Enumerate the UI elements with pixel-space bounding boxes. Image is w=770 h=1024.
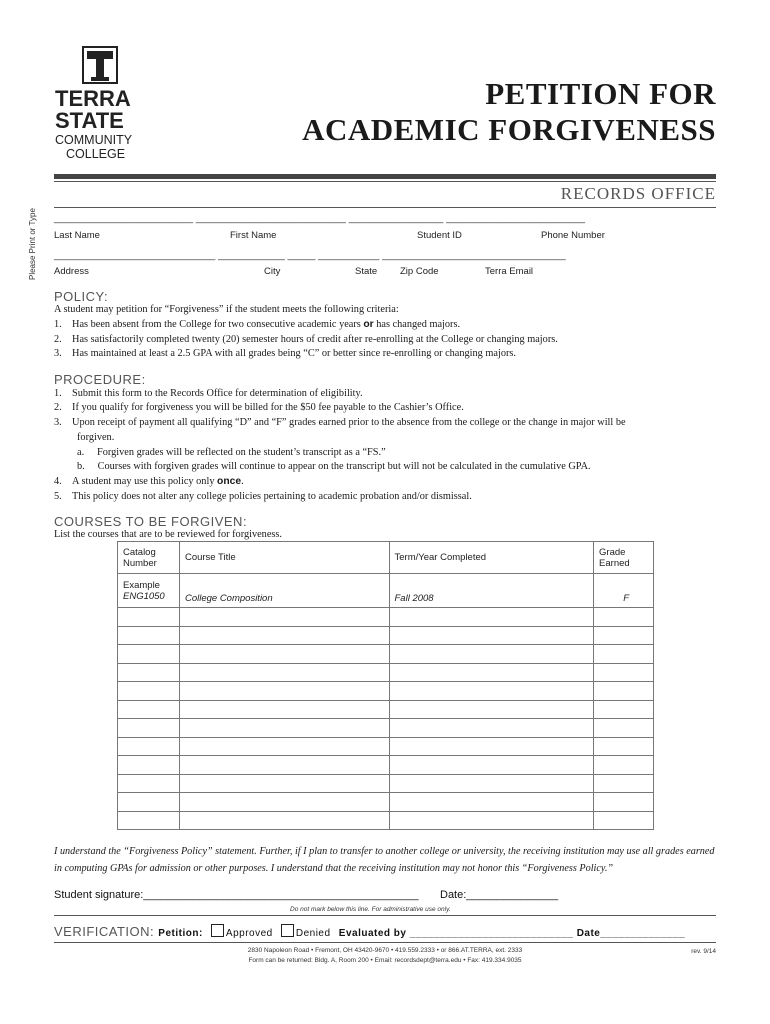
last-name-label: Last Name (54, 230, 100, 241)
logo-t-icon (82, 46, 118, 84)
procedure-item-a: a. Forgiven grades will be reflected on the student’s transcript as a “FS.” (77, 447, 386, 458)
logo-terra: TERRA (55, 86, 131, 111)
footer-address: 2830 Napoleon Road • Fremont, OH 43420-9670 • 419.559.2333 • or 866.AT.TERRA, ext. 2333 (247, 947, 523, 954)
table-row[interactable] (118, 811, 654, 830)
records-rule (54, 207, 716, 208)
policy-item-2: 2. Has satisfactorily completed twenty (20) semester hours of credit after re-enrolling at the College or changing majors. (54, 334, 558, 345)
example-term: Fall 2008 (389, 574, 594, 608)
denied-checkbox[interactable] (281, 924, 294, 937)
admin-rule (54, 915, 716, 916)
example-grade: F (594, 574, 654, 608)
address-label: Address (54, 266, 89, 277)
procedure-item-3-cont: forgiven. (77, 432, 115, 443)
signature-date-field[interactable]: Date:_______________ (440, 889, 559, 901)
courses-heading: COURSES TO BE FORGIVEN: (54, 514, 248, 529)
table-row[interactable] (118, 793, 654, 812)
procedure-item-1: 1. Submit this form to the Records Office for determination of eligibility. (54, 388, 363, 399)
grade-earned-header: Grade Earned (594, 542, 654, 574)
email-label: Terra Email (485, 266, 534, 277)
course-title-header: Course Title (179, 542, 389, 574)
procedure-item-3: 3. Upon receipt of payment all qualifying “D” and “F” grades earned prior to the absence from the college or the change in major will be (54, 417, 626, 428)
revision-label: rev. 9/14 (691, 948, 716, 955)
acknowledgement-statement: I understand the “Forgiveness Policy” statement. Further, if I plan to transfer to another college or university, the receiving institution may use all grades earned in computing GPAs for admission or other purposes. I understand that the receiving institution may not honor this “Forgiveness Policy.” (54, 846, 715, 874)
first-name-label: First Name (230, 230, 277, 241)
records-office-label: RECORDS OFFICE (560, 184, 716, 203)
table-row[interactable] (118, 645, 654, 664)
zip-label: Zip Code (400, 266, 439, 277)
example-catalog: Example ENG1050 (118, 574, 180, 608)
example-row (118, 574, 654, 608)
table-row[interactable] (118, 737, 654, 756)
footer-return: Form can be returned: Bldg. A, Room 200 • Email: recordsdept@terra.edu • Fax: 419.334.9035 (248, 957, 522, 964)
courses-intro: List the courses that are to be reviewed for forgiveness. (54, 529, 282, 540)
header-rule (54, 174, 716, 179)
approved-label: Approved (225, 928, 273, 939)
policy-intro: A student may petition for “Forgiveness” if the student meets the following criteria: (54, 304, 399, 315)
phone-label: Phone Number (541, 230, 605, 241)
footer-rule (54, 942, 716, 943)
row1-lines[interactable]: _________________________ ___________________________ _________________ _________________________ (54, 213, 586, 224)
table-row[interactable] (118, 626, 654, 645)
procedure-item-b: b. Courses with forgiven grades will continue to appear on the transcript but will not be calculated in the cumulative GPA. (77, 461, 591, 472)
term-year-header: Term/Year Completed (389, 542, 594, 574)
petition-label: Petition: (158, 928, 203, 939)
table-row[interactable] (118, 756, 654, 775)
procedure-item-4: 4. A student may use this policy only once. (54, 476, 244, 487)
print-or-type-label: Please Print or Type (28, 208, 37, 280)
state-label: State (355, 266, 378, 277)
procedure-item-5: 5. This policy does not alter any college policies pertaining to academic probation and/or dismissal. (54, 491, 472, 502)
verification-row (54, 924, 685, 939)
catalog-number-header: Catalog Number (118, 542, 180, 574)
policy-heading: POLICY: (54, 289, 109, 304)
student-signature-field[interactable]: Student signature:_____________________________________________ (54, 889, 419, 901)
page-title-line2: ACADEMIC FORGIVENESS (302, 112, 716, 147)
header-rule-thin (54, 181, 716, 182)
policy-item-3: 3. Has maintained at least a 2.5 GPA with all grades being “C” or better since re-enrolling or changing majors. (54, 348, 517, 359)
procedure-item-2: 2. If you qualify for forgiveness you will be billed for the $50 fee payable to the Cashier’s Office. (54, 402, 464, 413)
city-label: City (264, 266, 281, 277)
procedure-heading: PROCEDURE: (54, 372, 146, 387)
logo-community: COMMUNITY (55, 133, 133, 147)
evaluated-by-field[interactable]: Evaluated by ___________________________ Date______________ (338, 928, 686, 939)
page-title-line1: PETITION FOR (485, 76, 716, 111)
table-row[interactable] (118, 700, 654, 719)
verification-heading: VERIFICATION: (54, 924, 155, 939)
denied-label: Denied (295, 928, 331, 939)
row2-lines[interactable]: _____________________________ ____________ _____ ___________ _________________________________ (54, 250, 566, 261)
admin-use-note: Do not mark below this line. For administrative use only. (290, 906, 451, 913)
student-id-label: Student ID (417, 230, 462, 241)
example-title: College Composition (179, 574, 389, 608)
table-row[interactable] (118, 774, 654, 793)
table-row[interactable] (118, 663, 654, 682)
table-header-row (118, 542, 654, 574)
table-row[interactable] (118, 682, 654, 701)
logo-college: COLLEGE (66, 147, 126, 161)
table-row[interactable] (118, 719, 654, 738)
courses-table (117, 541, 654, 830)
logo-state: STATE (55, 108, 124, 133)
approved-checkbox[interactable] (211, 924, 224, 937)
policy-item-1: 1. Has been absent from the College for two consecutive academic years or has changed majors. (54, 319, 461, 330)
college-logo (52, 44, 162, 164)
table-row[interactable] (118, 608, 654, 627)
